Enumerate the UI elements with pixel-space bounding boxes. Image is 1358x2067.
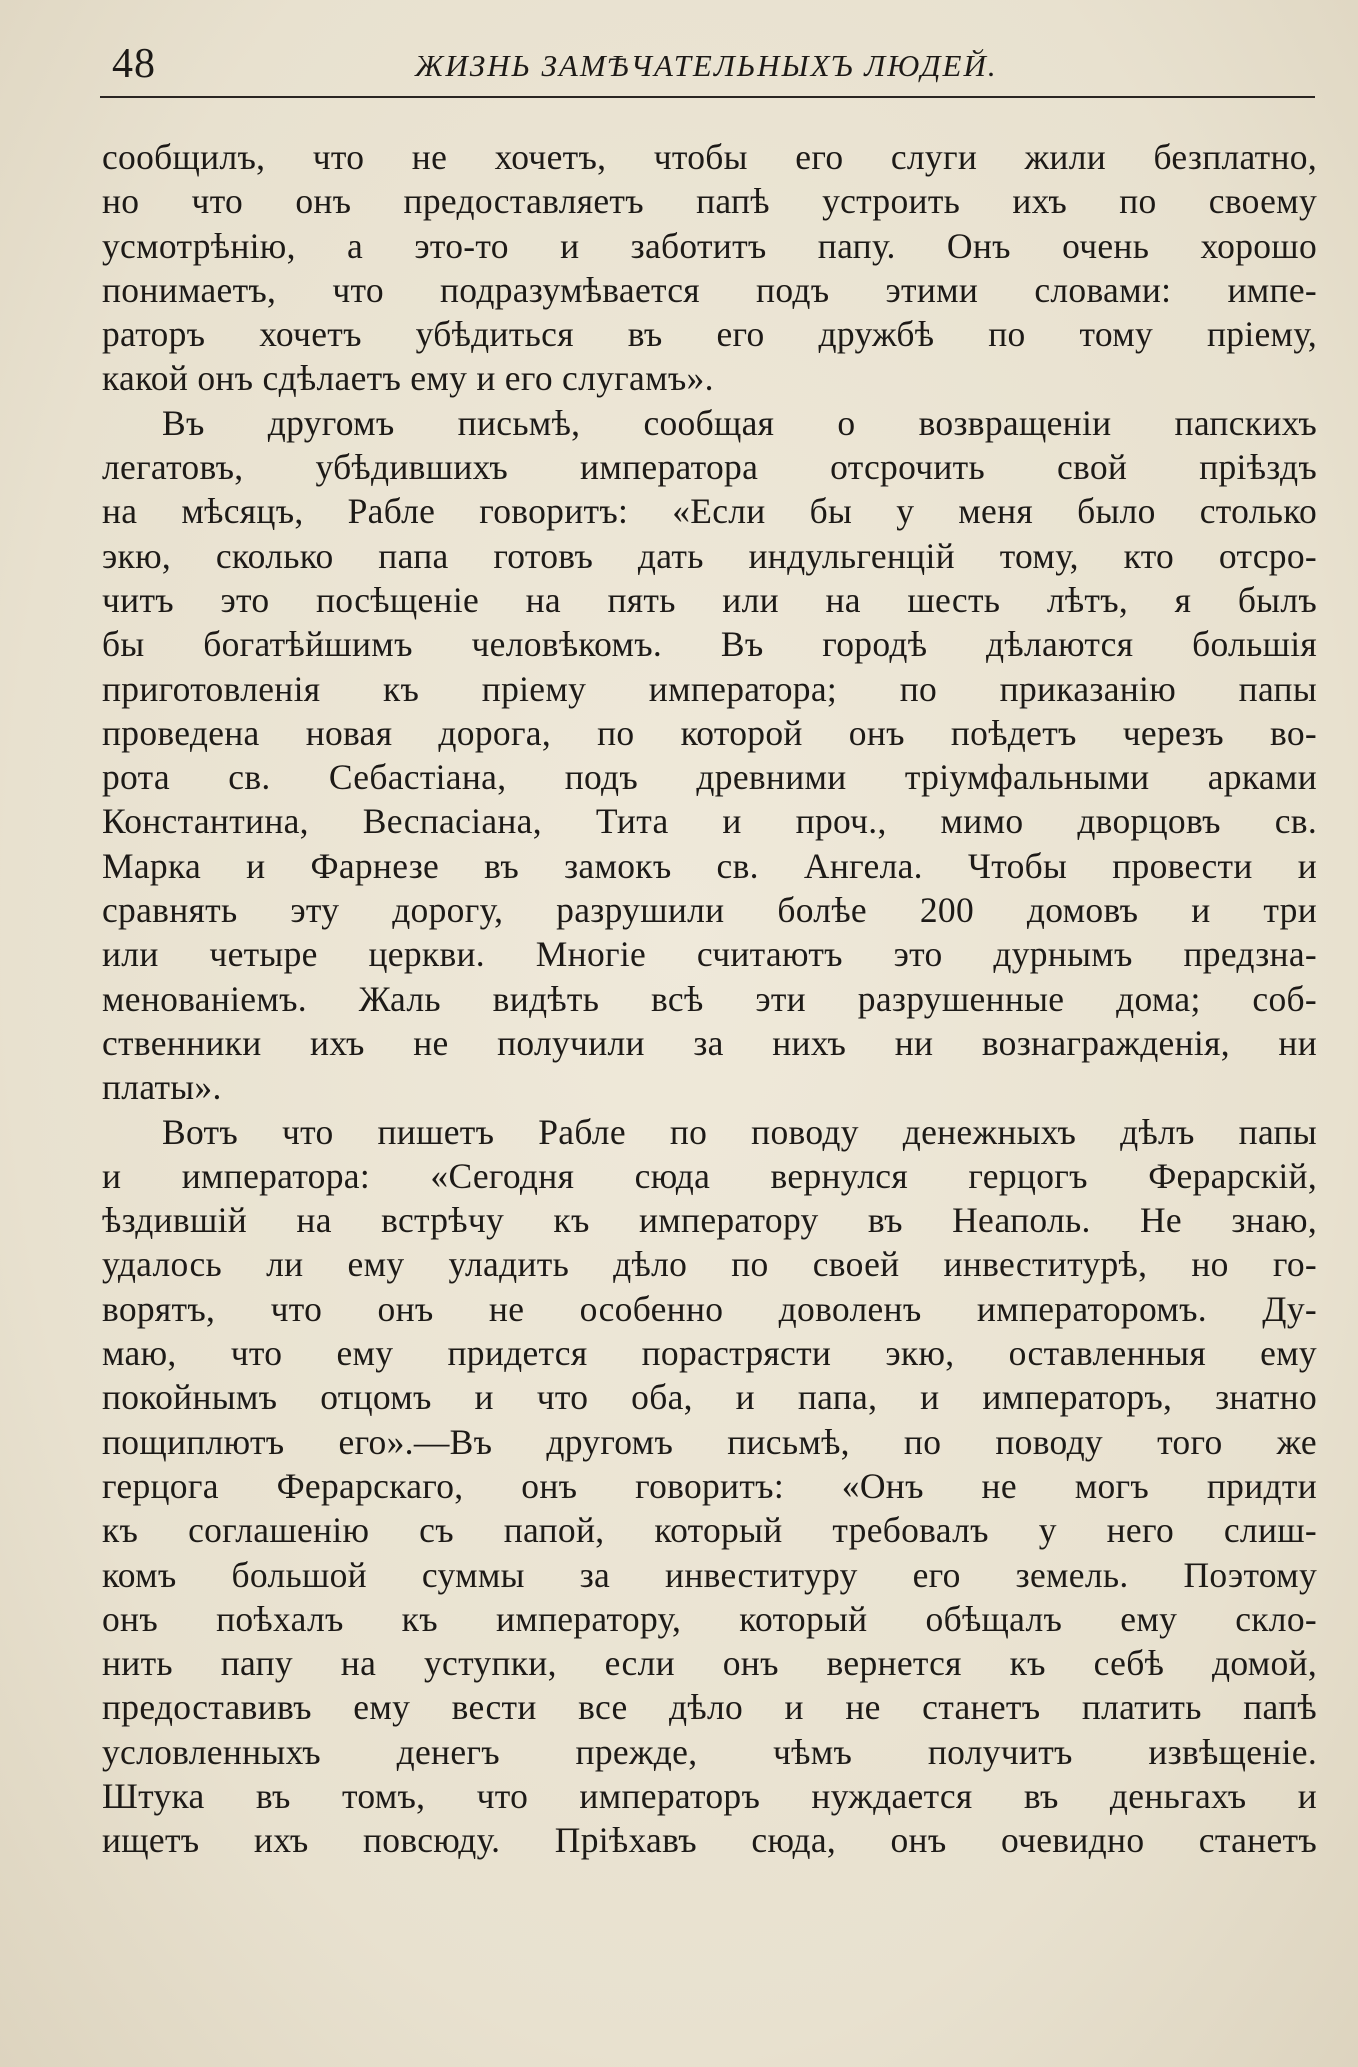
text-line: платы». [102,1067,222,1108]
text-line: понимаетъ, что подразумѣвается подъ этими словами: импе- [102,269,1317,310]
text-line: какой онъ сдѣлаетъ ему и его слугамъ». [102,358,714,399]
text-line: экю, сколько папа готовъ дать индульгенцій тому, кто отсро- [102,535,1317,576]
text-line: но что онъ предоставляетъ папѣ устроить ихъ по своему [102,181,1317,222]
text-line: пощиплютъ его».—Въ другомъ письмѣ, по поводу того же [102,1421,1317,1462]
text-line: менованіемъ. Жаль видѣть всѣ эти разрушенные дома; соб- [102,978,1317,1019]
text-line: и императора: «Сегодня сюда вернулся герцогъ Ферарскій, [102,1155,1317,1196]
text-line: сообщилъ, что не хочетъ, чтобы его слуги жили безплатно, [102,137,1317,177]
text-line: удалось ли ему уладить дѣло по своей инвеститурѣ, но го- [102,1244,1317,1285]
text-line: Штука въ томъ, что императоръ нуждается въ деньгахъ и [102,1775,1317,1816]
text-line: бы богатѣйшимъ человѣкомъ. Въ городѣ дѣлаются большія [102,624,1317,665]
page-header [100,30,1315,94]
text-line: ѣздившій на встрѣчу къ императору въ Неаполь. Не знаю, [102,1200,1317,1241]
page-number: 48 [112,41,156,87]
text-line: нить папу на уступки, если онъ вернется къ себѣ домой, [102,1643,1317,1684]
text-line: ворятъ, что онъ не особенно доволенъ императоромъ. Ду- [102,1288,1317,1329]
text-line: условленныхъ денегъ прежде, чѣмъ получитъ извѣщеніе. [102,1731,1317,1772]
running-title: ЖИЗНЬ ЗАМѢЧАТЕЛЬНЫХЪ ЛЮДЕЙ. [415,48,998,83]
text-line: Марка и Фарнезе въ замокъ св. Ангела. Чтобы провести и [102,845,1317,886]
text-line: комъ большой суммы за инвеституру его земель. Поэтому [102,1554,1317,1595]
text-line: маю, что ему придется порастрясти экю, оставленныя ему [102,1333,1317,1374]
text-line: ственники ихъ не получили за нихъ ни вознагражденія, ни [102,1022,1317,1063]
text-line: покойнымъ отцомъ и что оба, и папа, и императоръ, знатно [102,1377,1317,1418]
text-line: читъ это посѣщеніе на пять или на шесть лѣтъ, я былъ [102,579,1317,620]
text-line: ищетъ ихъ повсюду. Пріѣхавъ сюда, онъ очевидно станетъ [102,1820,1317,1861]
text-line: герцога Ферарскаго, онъ говоритъ: «Онъ не могъ придти [102,1465,1317,1506]
text-line: на мѣсяцъ, Рабле говоритъ: «Если бы у меня было столько [102,491,1317,532]
text-line: или четыре церкви. Многіе считаютъ это дурнымъ предзна- [102,934,1317,975]
text-line: легатовъ, убѣдившихъ императора отсрочить свой пріѣздъ [102,447,1317,488]
header-rule [100,96,1315,98]
text-line: Въ другомъ письмѣ, сообщая о возвращеніи папскихъ [162,402,1317,443]
text-line: рота св. Себастіана, подъ древними тріумфальными арками [102,757,1317,798]
text-line: къ соглашенію съ папой, который требовалъ у него слиш- [102,1510,1317,1551]
body-text [102,135,1317,1863]
text-line: Константина, Веспасіана, Тита и проч., мимо дворцовъ св. [102,801,1317,842]
text-line: усмотрѣнію, а это-то и заботитъ папу. Онъ очень хорошо [102,225,1317,266]
text-line: Вотъ что пишетъ Рабле по поводу денежныхъ дѣлъ папы [162,1111,1317,1152]
text-line: онъ поѣхалъ къ императору, который обѣщалъ ему скло- [102,1598,1317,1639]
text-line: предоставивъ ему вести все дѣло и не станетъ платить папѣ [102,1687,1317,1728]
text-line: раторъ хочетъ убѣдиться въ его дружбѣ по тому пріему, [102,314,1317,355]
text-line: приготовленія къ пріему императора; по приказанію папы [102,668,1317,709]
text-line: сравнять эту дорогу, разрушили болѣе 200 домовъ и три [102,890,1317,931]
text-line: проведена новая дорога, по которой онъ поѣдетъ черезъ во- [102,712,1317,753]
